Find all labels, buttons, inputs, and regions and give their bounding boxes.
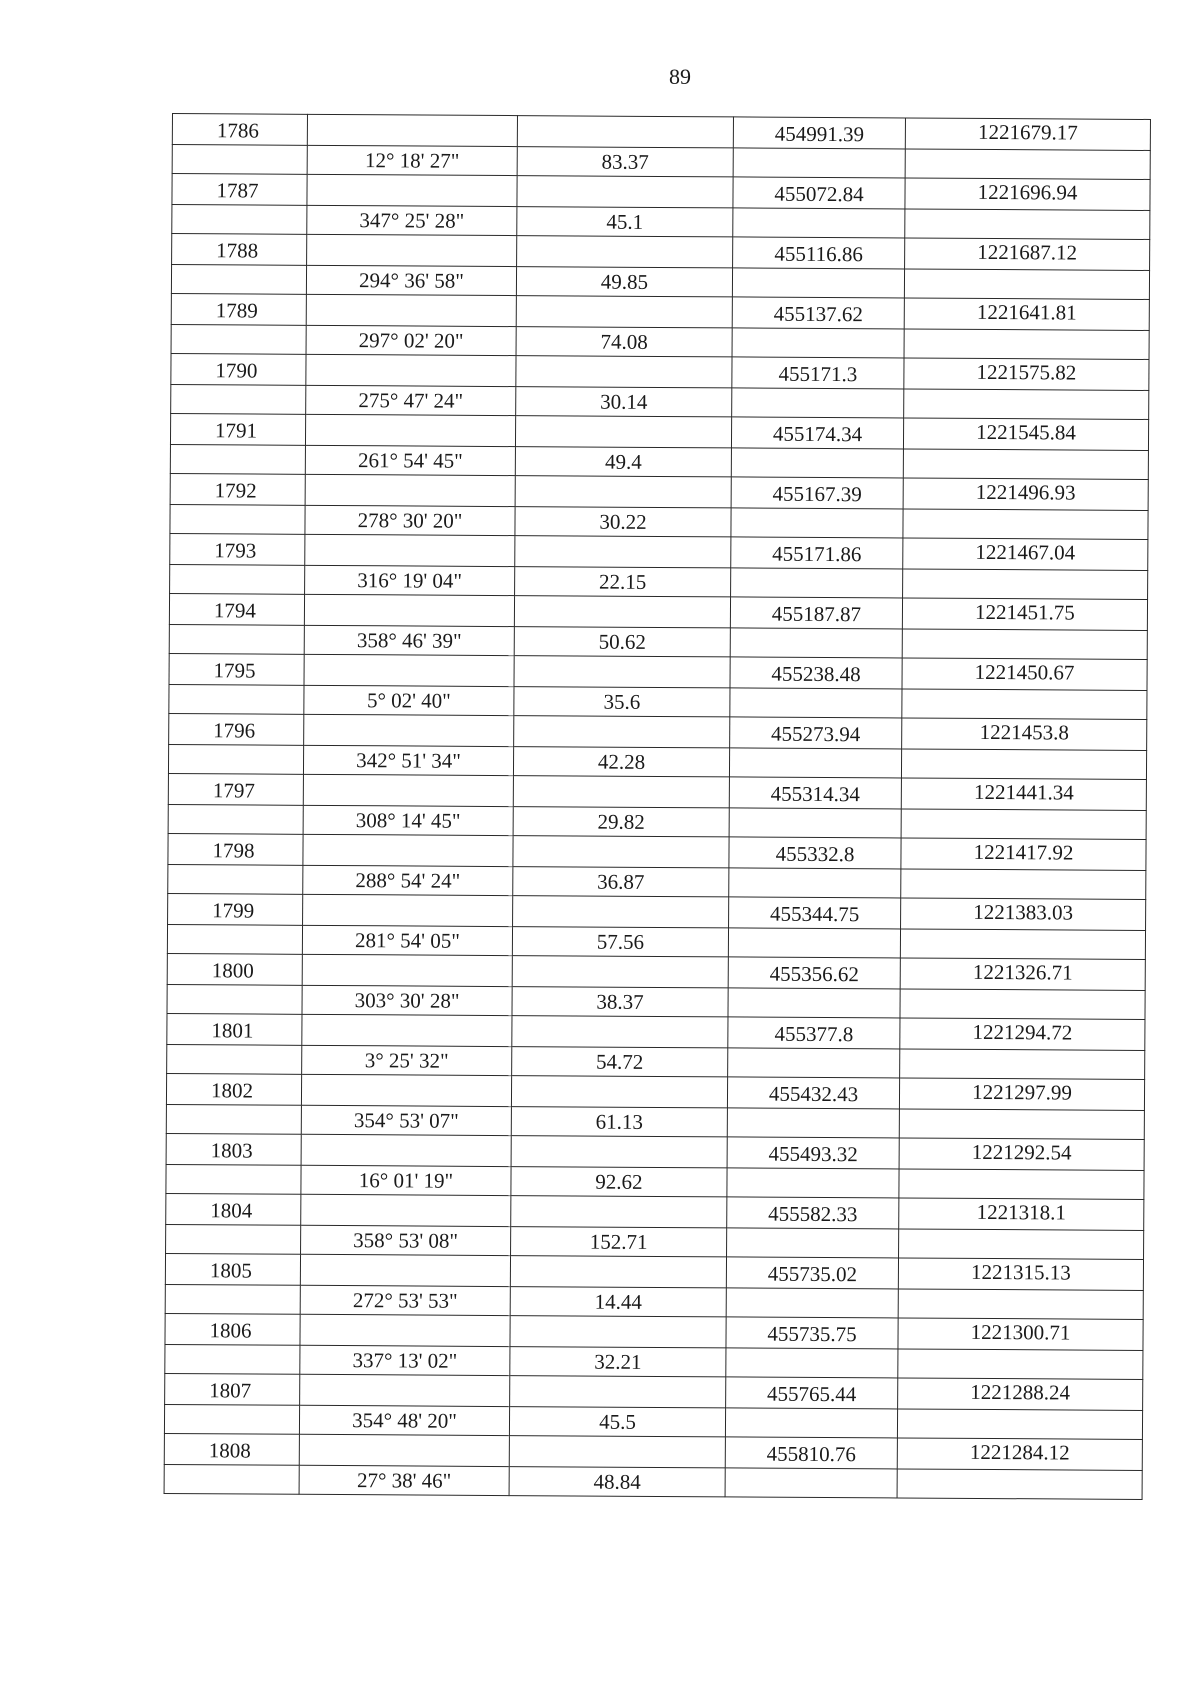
- empty-cell: [726, 1288, 898, 1318]
- empty-cell: [512, 956, 728, 988]
- easting-cell: 1221292.54: [899, 1138, 1144, 1170]
- empty-cell: [727, 1228, 899, 1258]
- empty-cell: [900, 989, 1145, 1019]
- station-id: 1786: [172, 114, 307, 146]
- distance-cell: 29.82: [513, 807, 729, 837]
- easting-cell: 1221687.12: [905, 238, 1150, 270]
- bearing-cell: 275° 47' 24": [306, 385, 516, 415]
- empty-cell: [905, 209, 1150, 239]
- empty-cell: [514, 656, 730, 688]
- easting-cell: 1221641.81: [904, 298, 1149, 330]
- station-id: 1798: [168, 833, 303, 865]
- bearing-cell: 288° 54' 24": [303, 865, 513, 895]
- station-id: 1806: [165, 1313, 300, 1345]
- empty-cell: [511, 1136, 727, 1168]
- empty-cell: [169, 624, 304, 654]
- empty-cell: [164, 1404, 299, 1434]
- bearing-cell: 354° 48' 20": [299, 1405, 509, 1435]
- empty-cell: [510, 1256, 726, 1288]
- bearing-cell: 337° 13' 02": [300, 1345, 510, 1375]
- distance-cell: 45.1: [517, 207, 733, 237]
- distance-cell: 92.62: [511, 1167, 727, 1197]
- northing-cell: 455356.62: [728, 957, 900, 989]
- empty-cell: [897, 1469, 1142, 1499]
- easting-cell: 1221297.99: [899, 1078, 1144, 1110]
- empty-cell: [727, 1168, 899, 1198]
- station-id: 1800: [167, 953, 302, 985]
- distance-cell: 49.85: [516, 267, 732, 297]
- northing-cell: 455735.75: [726, 1317, 898, 1349]
- bearing-cell: 297° 02' 20": [306, 325, 516, 355]
- distance-cell: 30.14: [516, 387, 732, 417]
- empty-cell: [902, 689, 1147, 719]
- empty-cell: [171, 384, 306, 414]
- station-id: 1799: [168, 893, 303, 925]
- station-id: 1808: [164, 1433, 299, 1465]
- bearing-cell: 5° 02' 40": [304, 685, 514, 715]
- distance-cell: 152.71: [511, 1227, 727, 1257]
- empty-cell: [167, 924, 302, 954]
- empty-cell: [733, 148, 905, 178]
- distance-cell: 35.6: [514, 687, 730, 717]
- empty-cell: [300, 1374, 510, 1406]
- survey-table-body: [164, 114, 1150, 1500]
- empty-cell: [729, 868, 901, 898]
- empty-cell: [728, 988, 900, 1018]
- empty-cell: [301, 1194, 511, 1226]
- bearing-cell: 12° 18' 27": [307, 145, 517, 175]
- bearing-cell: 278° 30' 20": [305, 505, 515, 535]
- empty-cell: [733, 208, 905, 238]
- northing-cell: 455377.8: [728, 1017, 900, 1049]
- easting-cell: 1221696.94: [905, 178, 1150, 210]
- empty-cell: [169, 684, 304, 714]
- empty-cell: [306, 354, 516, 386]
- northing-cell: 455072.84: [733, 177, 905, 209]
- station-id: 1791: [170, 413, 305, 445]
- northing-cell: 455493.32: [727, 1137, 899, 1169]
- empty-cell: [167, 984, 302, 1014]
- distance-cell: 74.08: [516, 327, 732, 357]
- empty-cell: [307, 174, 517, 206]
- empty-cell: [170, 564, 305, 594]
- empty-cell: [515, 536, 731, 568]
- empty-cell: [903, 569, 1148, 599]
- northing-cell: 455765.44: [726, 1377, 898, 1409]
- easting-cell: 1221467.04: [903, 538, 1148, 570]
- station-id: 1797: [168, 773, 303, 805]
- empty-cell: [729, 748, 901, 778]
- empty-cell: [168, 864, 303, 894]
- distance-cell: 42.28: [513, 747, 729, 777]
- northing-cell: 455238.48: [730, 657, 902, 689]
- empty-cell: [302, 954, 512, 986]
- empty-cell: [898, 1289, 1143, 1319]
- empty-cell: [304, 594, 514, 626]
- station-id: 1796: [169, 713, 304, 745]
- empty-cell: [170, 504, 305, 534]
- page-number: 89: [669, 64, 691, 89]
- empty-cell: [171, 324, 306, 354]
- empty-cell: [899, 1169, 1144, 1199]
- empty-cell: [732, 328, 904, 358]
- easting-cell: 1221417.92: [901, 838, 1146, 870]
- empty-cell: [730, 688, 902, 718]
- empty-cell: [905, 149, 1150, 179]
- easting-cell: 1221450.67: [902, 658, 1147, 690]
- empty-cell: [897, 1409, 1142, 1439]
- distance-cell: 49.4: [515, 447, 731, 477]
- easting-cell: 1221441.34: [901, 778, 1146, 810]
- easting-cell: 1221326.71: [900, 958, 1145, 990]
- empty-cell: [304, 714, 514, 746]
- empty-cell: [166, 1224, 301, 1254]
- empty-cell: [299, 1434, 509, 1466]
- empty-cell: [899, 1109, 1144, 1139]
- empty-cell: [900, 929, 1145, 959]
- empty-cell: [300, 1314, 510, 1346]
- empty-cell: [166, 1164, 301, 1194]
- empty-cell: [731, 508, 903, 538]
- bearing-cell: 303° 30' 28": [302, 985, 512, 1015]
- empty-cell: [307, 114, 517, 146]
- distance-cell: 61.13: [511, 1107, 727, 1137]
- empty-cell: [515, 416, 731, 448]
- northing-cell: 455116.86: [733, 237, 905, 269]
- station-id: 1790: [171, 353, 306, 385]
- empty-cell: [172, 205, 307, 235]
- empty-cell: [167, 1044, 302, 1074]
- distance-cell: 54.72: [512, 1047, 728, 1077]
- station-id: 1793: [170, 533, 305, 565]
- northing-cell: 455735.02: [726, 1257, 898, 1289]
- bearing-cell: 358° 46' 39": [304, 625, 514, 655]
- bearing-cell: 261° 54' 45": [305, 445, 515, 475]
- empty-cell: [730, 628, 902, 658]
- empty-cell: [301, 1134, 511, 1166]
- easting-cell: 1221545.84: [903, 418, 1148, 450]
- empty-cell: [516, 356, 732, 388]
- station-id: 1795: [169, 653, 304, 685]
- empty-cell: [304, 654, 514, 686]
- easting-cell: 1221318.1: [899, 1198, 1144, 1230]
- leg-row: [164, 1464, 1142, 1499]
- empty-cell: [725, 1408, 897, 1438]
- bearing-cell: 281° 54' 05": [302, 925, 512, 955]
- easting-cell: 1221383.03: [901, 898, 1146, 930]
- northing-cell: 455314.34: [729, 777, 901, 809]
- station-id: 1787: [172, 174, 307, 206]
- empty-cell: [901, 869, 1146, 899]
- northing-cell: 455137.62: [732, 297, 904, 329]
- station-id: 1804: [166, 1193, 301, 1225]
- distance-cell: 14.44: [510, 1287, 726, 1317]
- empty-cell: [728, 1048, 900, 1078]
- bearing-cell: 294° 36' 58": [306, 265, 516, 295]
- distance-cell: 38.37: [512, 987, 728, 1017]
- empty-cell: [511, 1196, 727, 1228]
- northing-cell: 455174.34: [731, 417, 903, 449]
- distance-cell: 57.56: [512, 927, 728, 957]
- station-id: 1788: [172, 234, 307, 266]
- empty-cell: [307, 234, 517, 266]
- bearing-cell: 308° 14' 45": [303, 805, 513, 835]
- northing-cell: 455273.94: [730, 717, 902, 749]
- bearing-cell: 342° 51' 34": [303, 745, 513, 775]
- empty-cell: [516, 296, 732, 328]
- empty-cell: [165, 1344, 300, 1374]
- empty-cell: [306, 294, 516, 326]
- empty-cell: [303, 834, 513, 866]
- empty-cell: [512, 1016, 728, 1048]
- easting-cell: 1221496.93: [903, 478, 1148, 510]
- empty-cell: [509, 1436, 725, 1468]
- empty-cell: [303, 774, 513, 806]
- empty-cell: [301, 1074, 511, 1106]
- easting-cell: 1221315.13: [898, 1258, 1143, 1290]
- empty-cell: [513, 836, 729, 868]
- empty-cell: [510, 1376, 726, 1408]
- empty-cell: [904, 329, 1149, 359]
- empty-cell: [517, 236, 733, 268]
- northing-cell: 455332.8: [729, 837, 901, 869]
- empty-cell: [904, 389, 1149, 419]
- bearing-cell: 354° 53' 07": [301, 1105, 511, 1135]
- empty-cell: [726, 1348, 898, 1378]
- empty-cell: [902, 629, 1147, 659]
- empty-cell: [168, 804, 303, 834]
- empty-cell: [728, 928, 900, 958]
- empty-cell: [517, 116, 733, 148]
- distance-cell: 32.21: [510, 1347, 726, 1377]
- distance-cell: 45.5: [509, 1407, 725, 1437]
- empty-cell: [517, 176, 733, 208]
- empty-cell: [903, 509, 1148, 539]
- bearing-cell: 272° 53' 53": [300, 1285, 510, 1315]
- distance-cell: 36.87: [513, 867, 729, 897]
- station-id: 1792: [170, 473, 305, 505]
- empty-cell: [305, 474, 515, 506]
- bearing-cell: 3° 25' 32": [302, 1045, 512, 1075]
- empty-cell: [300, 1254, 510, 1286]
- empty-cell: [164, 1464, 299, 1494]
- empty-cell: [898, 1349, 1143, 1379]
- empty-cell: [732, 268, 904, 298]
- northing-cell: 454991.39: [733, 117, 905, 149]
- empty-cell: [305, 534, 515, 566]
- northing-cell: 455582.33: [727, 1197, 899, 1229]
- station-id: 1807: [165, 1373, 300, 1405]
- empty-cell: [165, 1284, 300, 1314]
- station-id: 1805: [165, 1253, 300, 1285]
- survey-table: [164, 113, 1151, 1500]
- station-id: 1789: [171, 293, 306, 325]
- empty-cell: [899, 1229, 1144, 1259]
- empty-cell: [513, 776, 729, 808]
- empty-cell: [303, 894, 513, 926]
- empty-cell: [731, 568, 903, 598]
- station-id: 1794: [169, 593, 304, 625]
- easting-cell: 1221294.72: [900, 1018, 1145, 1050]
- bearing-cell: 27° 38' 46": [299, 1465, 509, 1495]
- empty-cell: [900, 1049, 1145, 1079]
- empty-cell: [513, 896, 729, 928]
- distance-cell: 83.37: [517, 147, 733, 177]
- northing-cell: 455171.86: [731, 537, 903, 569]
- empty-cell: [727, 1108, 899, 1138]
- easting-cell: 1221575.82: [904, 358, 1149, 390]
- empty-cell: [903, 449, 1148, 479]
- station-id: 1803: [166, 1133, 301, 1165]
- distance-cell: 22.15: [515, 567, 731, 597]
- northing-cell: 455432.43: [727, 1077, 899, 1109]
- empty-cell: [302, 1014, 512, 1046]
- easting-cell: 1221284.12: [897, 1438, 1142, 1470]
- empty-cell: [514, 716, 730, 748]
- easting-cell: 1221679.17: [905, 118, 1150, 150]
- empty-cell: [511, 1076, 727, 1108]
- empty-cell: [510, 1316, 726, 1348]
- distance-cell: 50.62: [514, 627, 730, 657]
- empty-cell: [729, 808, 901, 838]
- empty-cell: [514, 596, 730, 628]
- northing-cell: 455810.76: [725, 1437, 897, 1469]
- empty-cell: [166, 1104, 301, 1134]
- station-id: 1802: [166, 1073, 301, 1105]
- bearing-cell: 358° 53' 08": [301, 1225, 511, 1255]
- northing-cell: 455167.39: [731, 477, 903, 509]
- bearing-cell: 16° 01' 19": [301, 1165, 511, 1195]
- empty-cell: [171, 265, 306, 295]
- easting-cell: 1221453.8: [902, 718, 1147, 750]
- station-id: 1801: [167, 1013, 302, 1045]
- empty-cell: [172, 145, 307, 175]
- empty-cell: [731, 448, 903, 478]
- empty-cell: [732, 388, 904, 418]
- distance-cell: 48.84: [509, 1467, 725, 1497]
- easting-cell: 1221288.24: [898, 1378, 1143, 1410]
- northing-cell: 455187.87: [730, 597, 902, 629]
- empty-cell: [901, 809, 1146, 839]
- empty-cell: [904, 269, 1149, 299]
- distance-cell: 30.22: [515, 507, 731, 537]
- easting-cell: 1221451.75: [902, 598, 1147, 630]
- easting-cell: 1221300.71: [898, 1318, 1143, 1350]
- bearing-cell: 316° 19' 04": [305, 565, 515, 595]
- northing-cell: 455344.75: [729, 897, 901, 929]
- empty-cell: [901, 749, 1146, 779]
- northing-cell: 455171.3: [732, 357, 904, 389]
- empty-cell: [305, 414, 515, 446]
- bearing-cell: 347° 25' 28": [307, 205, 517, 235]
- empty-cell: [515, 476, 731, 508]
- empty-cell: [168, 744, 303, 774]
- empty-cell: [725, 1468, 897, 1498]
- empty-cell: [170, 444, 305, 474]
